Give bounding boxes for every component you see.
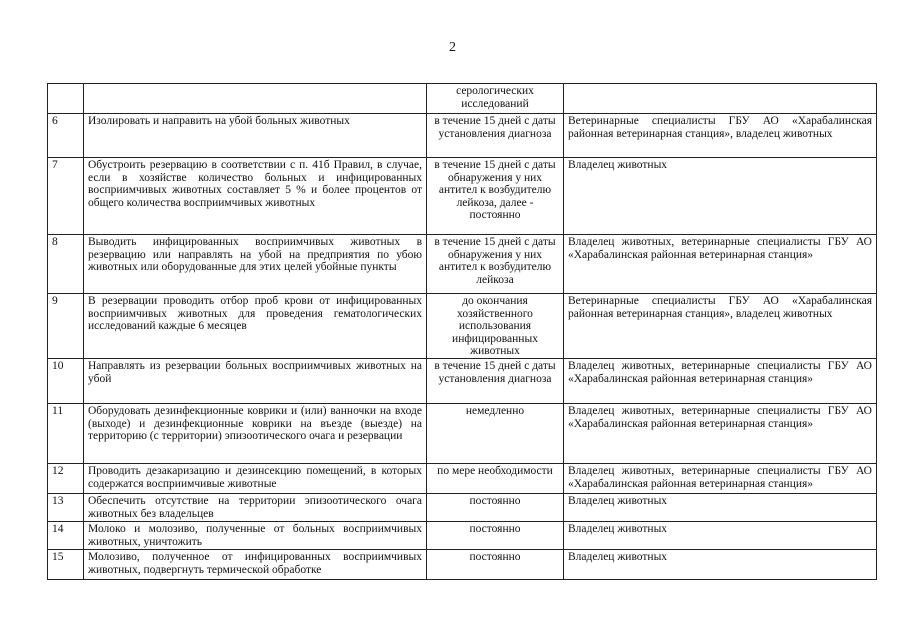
term-cell: по мере необходимости — [427, 463, 564, 493]
table-row — [48, 358, 877, 403]
responsible-cell: Владелец животных, ветеринарные специалисты ГБУ АО «Харабалинская районная ветеринарная станция» — [564, 235, 877, 294]
responsible-cell: Владелец животных — [564, 493, 877, 521]
term-cell: до окончания хозяйственного использования инфицированных животных — [427, 294, 564, 359]
row-number-cell: 15 — [48, 549, 84, 579]
term-cell: постоянно — [427, 549, 564, 579]
row-number-cell: 6 — [48, 114, 84, 158]
responsible-cell — [564, 84, 877, 114]
action-cell: Обеспечить отсутствие на территории эпизоотического очага животных без владельцев — [84, 493, 427, 521]
responsible-cell: Ветеринарные специалисты ГБУ АО «Харабалинская районная ветеринарная станция», владелец животных — [564, 114, 877, 158]
table-row — [48, 114, 877, 158]
row-number-cell: 14 — [48, 521, 84, 549]
term-cell: в течение 15 дней с даты обнаружения у них антител к возбудителю лейкоза — [427, 235, 564, 294]
term-cell: постоянно — [427, 493, 564, 521]
measures-table — [47, 83, 877, 580]
action-cell: Молозиво, полученное от инфицированных восприимчивых животных, подвергнуть термической обработке — [84, 549, 427, 579]
action-cell: Изолировать и направить на убой больных животных — [84, 114, 427, 158]
row-number-cell: 9 — [48, 294, 84, 359]
action-cell: Обустроить резервацию в соответствии с п. 41б Правил, в случае, если в хозяйстве количество больных и инфицированных восприимчивых животных составляет 5 % и более процентов от общего количества восприимчивых животных — [84, 158, 427, 235]
row-number-cell: 7 — [48, 158, 84, 235]
action-cell: Направлять из резервации больных восприимчивых животных на убой — [84, 358, 427, 403]
row-number-cell: 12 — [48, 463, 84, 493]
table-row — [48, 84, 877, 114]
term-cell: серологических исследований — [427, 84, 564, 114]
responsible-cell: Владелец животных — [564, 158, 877, 235]
table-row — [48, 463, 877, 493]
responsible-cell: Владелец животных, ветеринарные специалисты ГБУ АО «Харабалинская районная ветеринарная станция» — [564, 358, 877, 403]
table-row — [48, 294, 877, 359]
action-cell: Молоко и молозиво, полученные от больных восприимчивых животных, уничтожить — [84, 521, 427, 549]
term-cell: в течение 15 дней с даты обнаружения у них антител к возбудителю лейкоза, далее - постоянно — [427, 158, 564, 235]
table-row — [48, 549, 877, 579]
action-cell: В резервации проводить отбор проб крови от инфицированных восприимчивых животных для проведения гематологических исследований каждые 6 месяцев — [84, 294, 427, 359]
responsible-cell: Владелец животных, ветеринарные специалисты ГБУ АО «Харабалинская районная ветеринарная станция» — [564, 463, 877, 493]
table-row — [48, 521, 877, 549]
action-cell: Выводить инфицированных восприимчивых животных в резервацию или направлять на убой на предприятия по убою животных или оборудованные для этих целей убойные пункты — [84, 235, 427, 294]
term-cell: в течение 15 дней с даты установления диагноза — [427, 358, 564, 403]
row-number-cell: 11 — [48, 403, 84, 463]
term-cell: постоянно — [427, 521, 564, 549]
row-number-cell: 8 — [48, 235, 84, 294]
term-cell: в течение 15 дней с даты установления диагноза — [427, 114, 564, 158]
page-number: 2 — [449, 40, 456, 55]
row-number-cell — [48, 84, 84, 114]
responsible-cell: Владелец животных — [564, 549, 877, 579]
table-row — [48, 158, 877, 235]
action-cell — [84, 84, 427, 114]
table-row — [48, 403, 877, 463]
action-cell: Оборудовать дезинфекционные коврики и (или) ванночки на входе (выходе) и дезинфекционные коврики на въезде (выезде) на территорию (с территории) эпизоотического очага и резервации — [84, 403, 427, 463]
table-row — [48, 235, 877, 294]
responsible-cell: Владелец животных, ветеринарные специалисты ГБУ АО «Харабалинская районная ветеринарная станция» — [564, 403, 877, 463]
term-cell: немедленно — [427, 403, 564, 463]
table-row — [48, 493, 877, 521]
row-number-cell: 10 — [48, 358, 84, 403]
action-cell: Проводить дезакаризацию и дезинсекцию помещений, в которых содержатся восприимчивые животные — [84, 463, 427, 493]
responsible-cell: Ветеринарные специалисты ГБУ АО «Харабалинская районная ветеринарная станция», владелец животных — [564, 294, 877, 359]
row-number-cell: 13 — [48, 493, 84, 521]
responsible-cell: Владелец животных — [564, 521, 877, 549]
